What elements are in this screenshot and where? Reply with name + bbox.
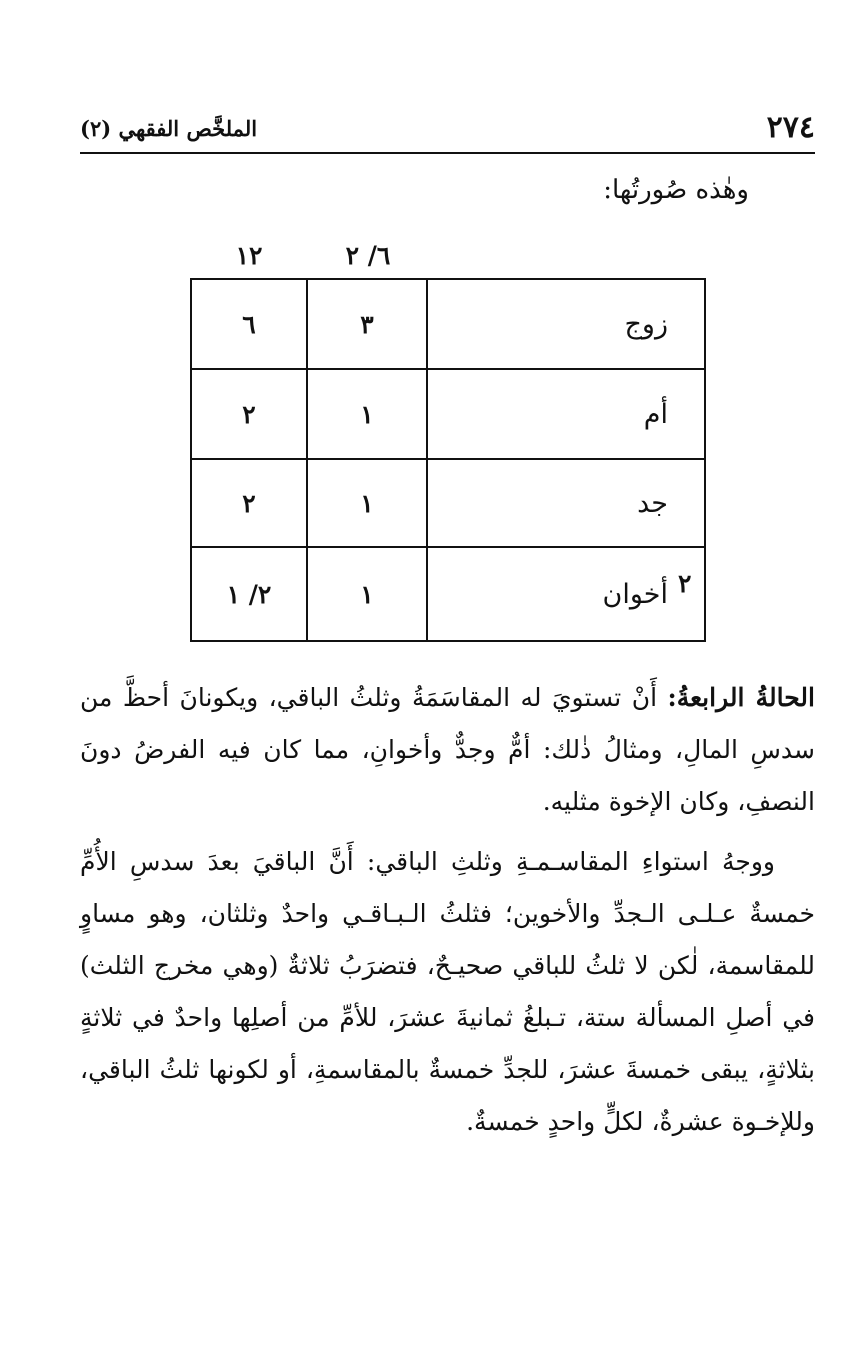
- share-corrected: ٦: [191, 279, 307, 369]
- body-text: [80, 672, 815, 1156]
- share-base: ١: [307, 459, 427, 547]
- table-row: [191, 369, 705, 459]
- paragraph-text: أَنْ تستويَ له المقاسَمَةُ وثلثُ الباقي، ويكونانَ أحظَّ من سدسِ المالِ، ومثالُ ذٰلك: أمٌّ وجدٌّ وأخوانِ، مما كان فيه الفرضُ دونَ النصفِ، وكان الإخوة مثليه.: [80, 683, 816, 816]
- case-term: الحالةُ الرابعةُ:: [667, 683, 815, 712]
- table-row: [191, 459, 705, 547]
- page-number: ٢٧٤: [766, 110, 815, 145]
- paragraph-fourth-case: [80, 672, 815, 828]
- heir-name: زوج: [427, 279, 705, 369]
- paragraph-explanation: ووجهُ استواءِ المقاسـمـةِ وثلثِ الباقي: أَنَّ الباقيَ بعدَ سدسِ الأُمِّ خمسةٌ عـلـى الـجدِّ والأخوين؛ فثلثُ الـبـاقـي واحدٌ وثلثان، وهو مساوٍ للمقاسمة، لٰكن لا ثلثُ للباقي صحيـحٌ، فتضرَبُ ثلاثةٌ (وهي مخرج الثلث) في أصلِ المسألة ستة، تـبلغُ ثمانيةَ عشرَ، للأمِّ من أصلِها واحدٌ في ثلاثةٍ بثلاثةٍ، يبقى خمسةَ عشرَ، للجدِّ خمسةٌ بالمقاسمةِ، أو لكونها ثلثُ الباقي، وللإخـوة عشرةٌ، لكلٍّ واحدٍ خمسةٌ.: [80, 847, 815, 1136]
- column-header-base: ٦/ ٢: [345, 241, 391, 270]
- share-base: ١: [307, 369, 427, 459]
- header-rule: [80, 152, 815, 154]
- table-row: [191, 547, 705, 641]
- heir-name: أخوان: [427, 547, 705, 641]
- share-corrected: ٢: [191, 369, 307, 459]
- heir-name: جد: [427, 459, 705, 547]
- table-intro: وهٰذه صُورتُها:: [603, 175, 749, 205]
- share-corrected: ٢: [191, 459, 307, 547]
- page-header: [80, 108, 815, 148]
- column-header-corrected: ١٢: [235, 241, 263, 270]
- inheritance-table: [190, 278, 706, 642]
- row-count-mark: ٢: [678, 569, 692, 598]
- running-title: الملخَّص الفقهي (٢): [80, 116, 258, 141]
- share-base: ١: [307, 547, 427, 641]
- heir-name: أم: [427, 369, 705, 459]
- table-row: [191, 279, 705, 369]
- share-corrected: ٢/ ١: [191, 547, 307, 641]
- share-base: ٣: [307, 279, 427, 369]
